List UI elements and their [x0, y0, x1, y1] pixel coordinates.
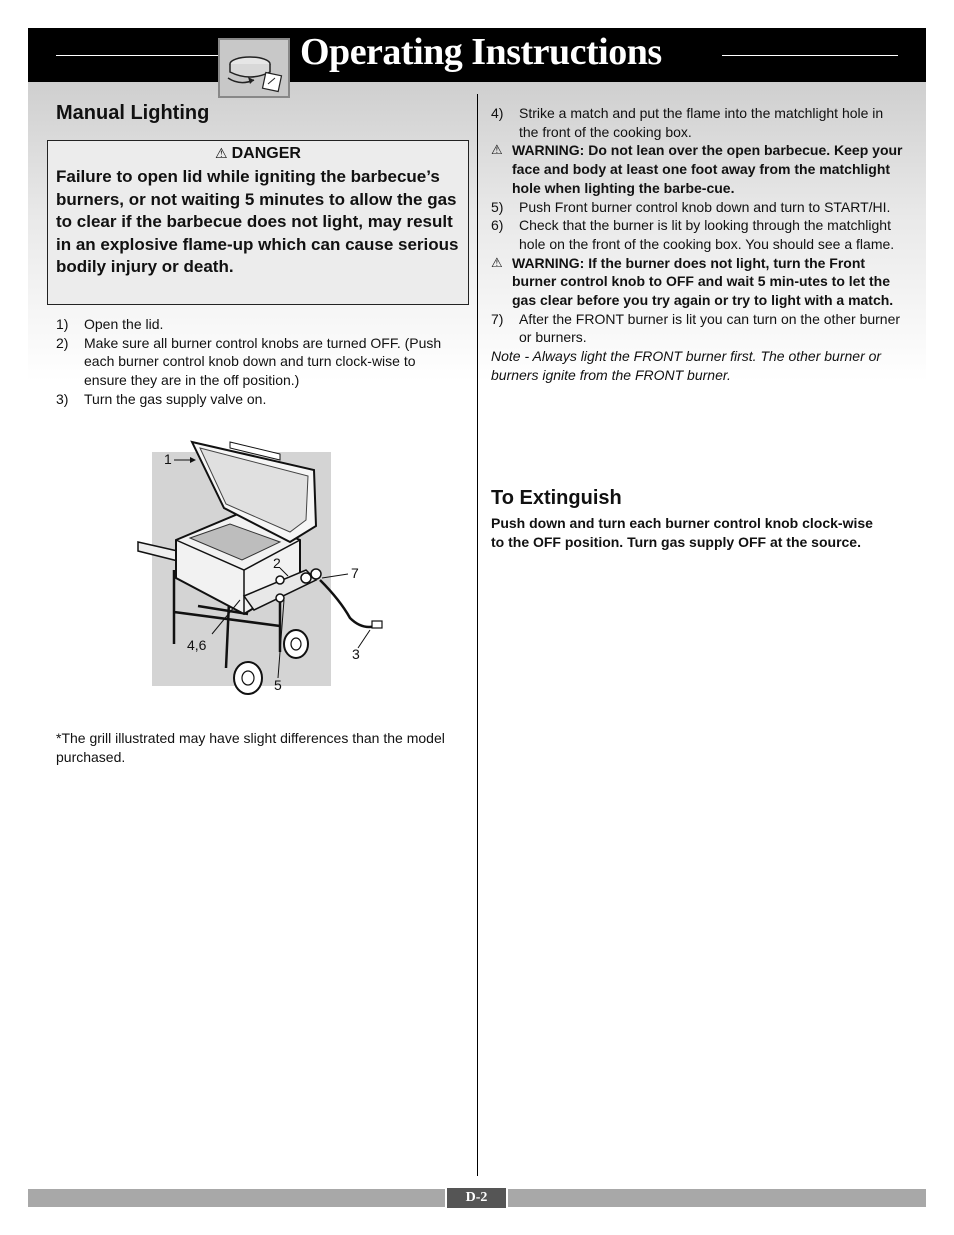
warning-triangle-icon: ⚠	[491, 142, 503, 158]
step-6: 6) Check that the burner is lit by looking through the matchlight hole on the front of the cooking box. You should see a flame.	[491, 217, 895, 252]
page-title: Operating Instructions	[300, 31, 662, 73]
header-rule-right	[722, 55, 898, 56]
danger-label: ⚠ DANGER	[215, 145, 301, 162]
grill-drawing	[130, 430, 410, 715]
figure-label-1: 1	[164, 451, 172, 467]
header-rule-left	[56, 55, 244, 56]
warning-lean-over: ⚠ WARNING: Do not lean over the open barbecue. Keep your face and body at least one foot away from the matchlight hole when lighting the barbe-cue.	[491, 142, 903, 196]
front-burner-note: Note - Always light the FRONT burner first. The other burner or burners ignite from the FRONT burner.	[491, 348, 882, 383]
extinguish-heading: To Extinguish	[491, 487, 622, 509]
manual-lighting-heading: Manual Lighting	[56, 102, 210, 124]
warning-triangle-icon: ⚠	[491, 254, 503, 270]
extinguish-text: Push down and turn each burner control knob clock-wise to the OFF position. Turn gas supply OFF at the source.	[491, 515, 873, 550]
step-4: 4) Strike a match and put the flame into the matchlight hole in the front of the cooking box.	[491, 105, 884, 140]
lighting-steps-list	[56, 315, 454, 409]
illustration-footnote: *The grill illustrated may have slight differences than the model purchased.	[56, 730, 445, 765]
figure-label-4-6: 4,6	[187, 637, 207, 653]
step-3: 3) Turn the gas supply valve on.	[56, 390, 267, 407]
danger-box	[47, 140, 469, 305]
figure-label-2: 2	[273, 555, 281, 571]
figure-label-3: 3	[352, 646, 360, 662]
grill-knob-icon	[218, 38, 290, 98]
step-7: 7) After the FRONT burner is lit you can turn on the other burner or burners.	[491, 310, 901, 346]
page-number: D-2	[445, 1188, 508, 1208]
lighting-steps-continued	[491, 104, 903, 385]
step-5: 5) Push Front burner control knob down and turn to START/HI.	[491, 198, 891, 215]
figure-label-7: 7	[351, 565, 359, 581]
step-1: 1) Open the lid.	[56, 316, 164, 332]
danger-text: Failure to open lid while igniting the barbecue’s burners, or not waiting 5 minutes to allow the gas to clear if the barbecue does not light, may result in an explosive flame-up which can cause serious bodily injury or death.	[56, 167, 459, 276]
warning-burner-not-lit: ⚠ WARNING: If the burner does not light, turn the Front burner control knob to OFF and wait 5 min-utes to let the gas clear before you try again or try to light with a match.	[491, 254, 894, 309]
warning-triangle-icon: ⚠	[215, 145, 228, 161]
column-divider	[477, 94, 478, 1176]
figure-label-5: 5	[274, 677, 282, 693]
grill-illustration	[130, 430, 410, 715]
step-2: 2) Make sure all burner control knobs are turned OFF. (Push each burner control knob down and turn clock-wise to ensure they are in the off position.)	[56, 334, 442, 389]
